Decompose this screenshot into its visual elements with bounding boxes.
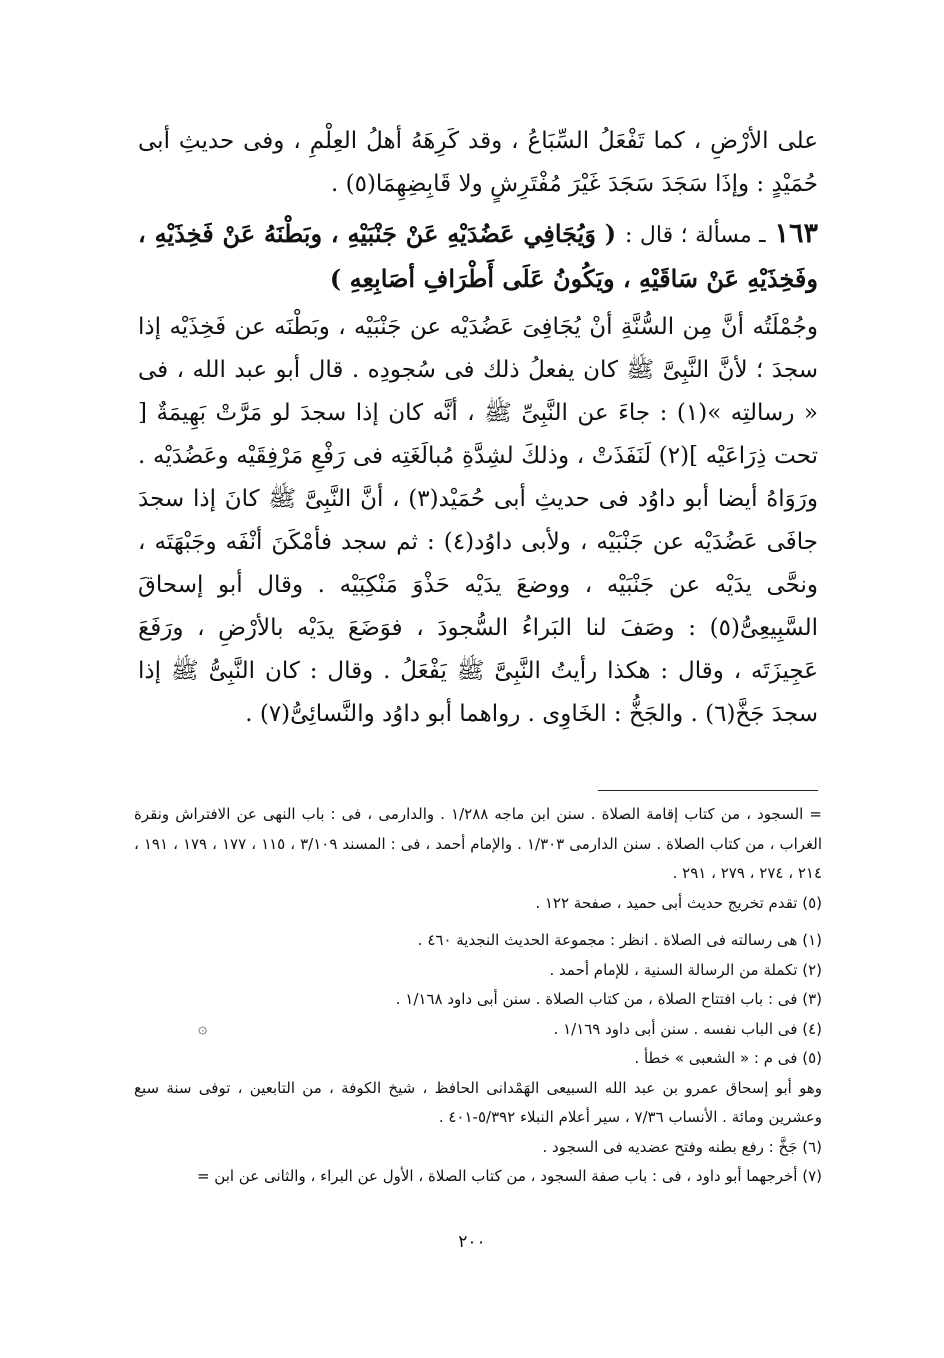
commentary-paragraph: وجُمْلَتُه أنَّ مِن السُّنَّةِ أنْ يُجَافِىَ عَضُدَيْه عن جَنْبَيْه ، وبَطْنَه عن فَخِذَيْه إذا سجدَ ؛ لأنَّ النَّبِىَّ ﷺ كان يفعلُ ذلك فى سُجودِه . قال أبو عبد الله ، فى « رسالتِه »(١) : جاءَ عن النَّبِىِّ ﷺ ، أنَّه كان إذا سجدَ لو مَرَّتْ بَهِيمَةٌ [ تحت ذِرَاعَيْه ](٢) لَنَفَذَتْ ، وذلكَ لشِدَّةِ مُبالَغَتِه فى رَفْعِ مَرْفِقَيْه وعَضُدَيْه . ورَوَاهُ أيضا أبو داوُد فى حديثِ أبى حُمَيْد(٣) ، أنَّ النَّبِىَّ ﷺ كانَ إذا سجدَ جافَى عَضُدَيْه عن جَنْبَيْه ، ولأبى داوُد(٤) : ثم سجد فأمْكَنَ أنْفَه وجَبْهَتَه ، ونحَّى يدَيْه عن جَنْبَيْه ، ووضعَ يدَيْه حَذْوَ مَنْكِبَيْه . وقال أبو إسحاقَ السَّبِيعِىُّ(٥) : وصَفَ لنا البَراءُ السُّجودَ ، فوَضَعَ يدَيْه بالأرْضِ ، ورَفَعَ عَجِيزَتَه ، وقال : هكذا رأيتُ النَّبِىَّ ﷺ يَفْعَلُ . وقال : كان النَّبِىُّ ﷺ إذا سجدَ جَخَّ(٦) . والجَخُّ : الخَاوِى . رواهما أبو داوُد والنَّسائِىُّ(٧) .	[138, 314, 818, 727]
footnote-prev-5: (٥) تقدم تخريج حديث أبى حميد ، صفحة ١٢٢ .	[535, 893, 822, 912]
footnote-5: (٥) فى م : « الشعبى » خطأ .	[634, 1049, 822, 1067]
footnotes	[134, 800, 822, 1192]
footnote-4: (٤) فى الباب نفسه . سنن أبى داود ١/١٦٩ .	[553, 1019, 822, 1038]
footnote-5-detail: وهو أبو إسحاق عمرو بن عبد الله السبيعى الهَمْدانى الحافظ ، شيخ الكوفة ، من التابعين ، توفى سنة سبع وعشرين ومائة . الأنساب ٧/٣٦ ، سير أعلام النبلاء ٥/٣٩٢-٤٠١ .	[134, 1078, 822, 1126]
footnote-separator	[598, 790, 818, 791]
ornament-icon: ۞	[198, 1018, 208, 1037]
page-number: ٢٠٠	[458, 1232, 486, 1252]
issue-label: ـ مسألة ؛ قال :	[625, 223, 766, 248]
footnote-6: (٦) جَخَّ : رفع بطنه وفتح عضديه فى السجود .	[542, 1137, 822, 1156]
footnote-7: (٧) أخرجهما أبو داود ، فى : باب صفة السجود ، من كتاب الصلاة ، الأول عن البراء ، والثانى عن ابن =	[196, 1167, 822, 1185]
mas-ala-heading	[138, 212, 818, 300]
intro-paragraph: على الأرْضِ ، كما تَفْعَلُ السِّبَاعُ ، وقد كَرِهَهُ أهلُ العِلْمِ ، وفى حديثِ أبى حُمَيْدٍ : وإذَا سَجَدَ سَجَدَ غَيْرَ مُفْتَرِشٍ ولا قَابِضِهِمَا(٥) .	[138, 128, 818, 197]
issue-matn: ( وَيُجَافِي عَضُدَيْهِ عَنْ جَنْبَيْهِ ، وبَطْنَهُ عَنْ فَخِذَيْهِ ، وفَخِذَيْهِ عَنْ سَاقَيْهِ ، ويَكُونُ عَلَى أَطْرَافِ أصَابِعِهِ )	[138, 219, 818, 293]
footnote-1: (١) هى رسالته فى الصلاة . انظر : مجموعة الحديث النجدية ٤٦٠ .	[417, 931, 822, 949]
footnote-continuation: = السجود ، من كتاب إقامة الصلاة . سنن ابن ماجه ١/٢٨٨ . والدارمى ، فى : باب النهى عن الافتراش ونقرة الغراب ، من كتاب الصلاة . سنن الدارمى ١/٣٠٣ . والإمام أحمد ، فى : المسند ٣/١٠٩ ، ١١٥ ، ١٧٧ ، ١٧٩ ، ١٩١ ، ٢١٤ ، ٢٧٤ ، ٢٧٩ ، ٢٩١ .	[134, 805, 822, 882]
main-text	[138, 120, 818, 736]
footnote-3: (٣) فى : باب افتتاح الصلاة ، من كتاب الصلاة . سنن أبى داود ١/١٦٨ .	[395, 990, 822, 1008]
footnote-2: (٢) تكملة من الرسالة السنية ، للإمام أحمد .	[549, 960, 822, 979]
issue-number: ١٦٣	[774, 218, 819, 249]
